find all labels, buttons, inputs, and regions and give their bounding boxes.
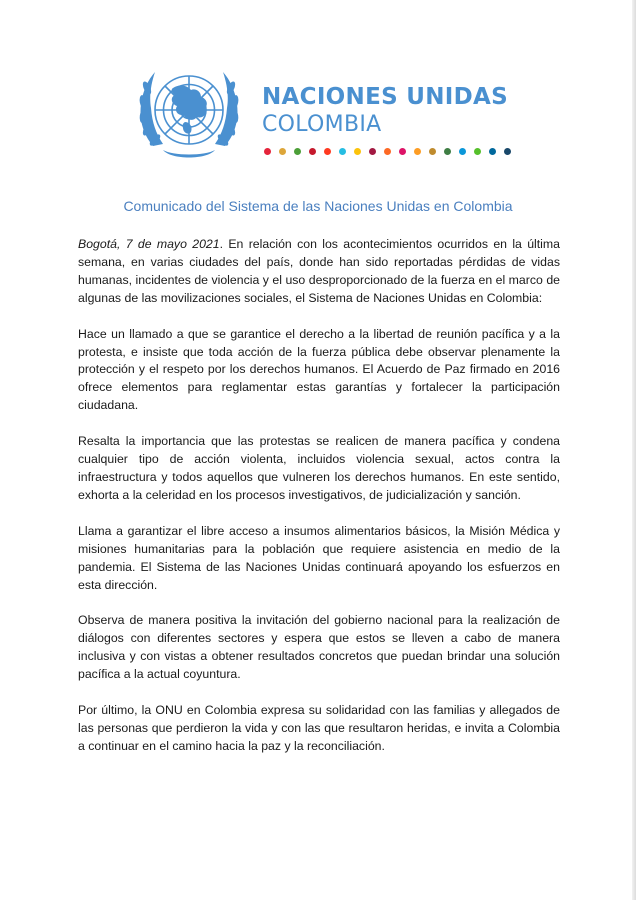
sdg-dot [414,148,421,155]
sdg-dot [264,148,271,155]
sdg-dot [474,148,481,155]
letterhead [0,0,636,175]
dateline: Bogotá, 7 de mayo 2021 [78,237,220,251]
dateline-period: . [219,237,229,251]
paragraph: Por último, la ONU en Colombia expresa su solidaridad con las familias y allegados de las personas que perdieron la vida y con las que resultaron heridas, e invita a Colombia a continuar en el camino hacia la paz y la reconciliación. [78,703,560,753]
document-body [78,236,560,774]
brand-subtitle: COLOMBIA [262,112,382,137]
sdg-dot [384,148,391,155]
sdg-dot [309,148,316,155]
sdg-dot [429,148,436,155]
sdg-dot [459,148,466,155]
paragraph-intro-text: En relación con los acontecimientos ocurridos en la última semana, en varias ciudades del país, donde han sido reportadas pérdidas de vidas humanas, incidentes de violencia y el uso desproporcionado de la fuerza en el marco de algunas de las movilizaciones sociales, el Sistema de Naciones Unidas en Colombia: [78,237,561,305]
sdg-dot [444,148,451,155]
sdg-dot [324,148,331,155]
sdg-dot [339,148,346,155]
sdg-dot [489,148,496,155]
sdg-dot [279,148,286,155]
paragraph: Resalta la importancia que las protestas se realicen de manera pacífica y condena cualquier tipo de acción violenta, incluidos violencia sexual, actos contra la infraestructura y todos aquellos que vulneren los derechos humanos. En este sentido, exhorta a la celeridad en los procesos investigativos, de judicialización y sanción. [78,434,560,502]
sdg-dot [399,148,406,155]
sdg-dot [294,148,301,155]
paragraph-intro [78,236,560,308]
sdg-dot [354,148,361,155]
sdg-dot [504,148,511,155]
paragraph: Hace un llamado a que se garantice el derecho a la libertad de reunión pacífica y a la protesta, e insiste que toda acción de la fuerza pública debe observar plenamente la protección y el respeto por los derechos humanos. El Acuerdo de Paz firmado en 2016 ofrece elementos para reglamentar estas garantías y fortalecer la participación ciudadana. [78,326,560,413]
sdg-dot [369,148,376,155]
un-emblem-icon [133,58,245,170]
paragraph: Llama a garantizar el libre acceso a insumos alimentarios básicos, la Misión Médica y misiones humanitarias para la población que requiere asistencia en medio de la pandemia. El Sistema de las Naciones Unidas continuará apoyando los esfuerzos en esta dirección. [78,523,560,592]
sdg-color-dots [264,148,511,156]
paragraph: Observa de manera positiva la invitación del gobierno nacional para la realización de diálogos con diferentes sectores y espera que estos se lleven a cabo de manera inclusiva y con vistas a obtener resultados concretos que puedan brindar una solución pacífica a la actual coyuntura. [78,613,560,682]
brand-title: NACIONES UNIDAS [262,84,509,110]
document-title: Comunicado del Sistema de las Naciones Unidas en Colombia [123,198,513,214]
